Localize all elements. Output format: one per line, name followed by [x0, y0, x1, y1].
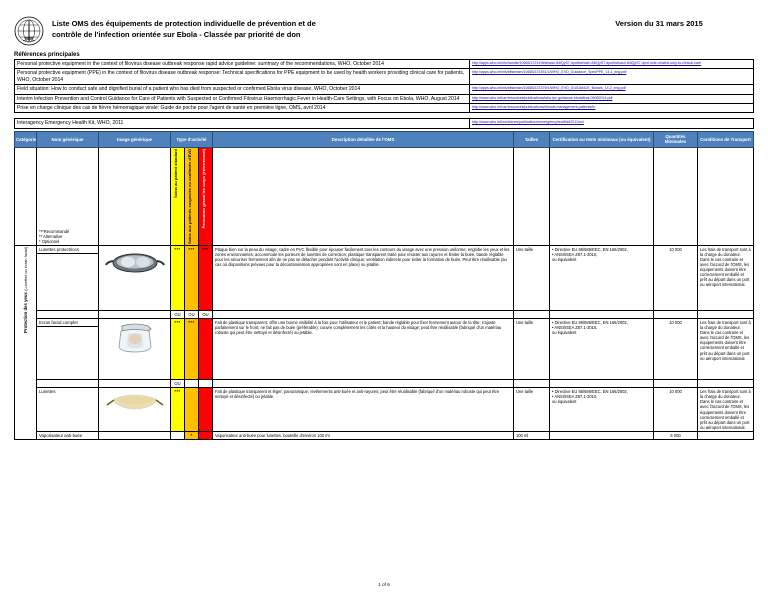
product-transport: Les frais de transport sont à la charge du donateur. Dans le cas contraire et avec l'accord de l'OMS, les équipements doivent être correctement emballé et prêt au départ dans un port ou aéroport international.	[698, 388, 754, 432]
activity-mark-evd: ***	[185, 319, 199, 380]
legend-cell	[37, 147, 99, 245]
product-quantity: 10 000	[654, 319, 698, 380]
cert-line: ou équivalent	[552, 257, 577, 263]
reference-url[interactable]: http://apps.who.int/iris/bitstream/10665/137451/1/WHO_EVD_Guidance_SpecPPE_14.1_eng.pdf	[472, 70, 627, 75]
activity-subheader-row	[15, 147, 754, 245]
document-header	[14, 16, 754, 46]
reference-url[interactable]: http://apps.who.int/iris/bitstream/10665/137379/1/WHO_EVD_GUIDANCE_Burials_14.2_eng.pdf	[472, 86, 626, 91]
reference-link-cell[interactable]	[470, 119, 754, 128]
activity-mark-burial	[199, 319, 213, 380]
legend-empty-transport	[698, 147, 754, 245]
references-table	[14, 59, 754, 129]
legend-line-1: ***Recommandé	[39, 228, 70, 234]
ou-blank-qte	[654, 310, 698, 318]
legend-empty-cat	[15, 147, 37, 245]
ou-blank-burial	[199, 380, 213, 388]
reference-url[interactable]: http://www.who.int/csr/resources/publications/clinical-management-patients/fr/	[472, 105, 596, 110]
category-sublabel: (Lunettes ou écran facial)	[22, 246, 28, 291]
reference-row	[15, 119, 754, 128]
product-quantity: 10 000	[654, 388, 698, 432]
legend-empty-qte	[654, 147, 698, 245]
reference-row	[15, 104, 754, 113]
ou-label-evd: OU	[185, 310, 199, 318]
title-line-2: contrôle de l'infection orientée sur Ebola - Classée par priorité de don	[52, 30, 301, 39]
cert-line: • ANSI/ISEA Z87.1-2010,	[552, 251, 598, 257]
col-header-type-activite: Type d'activité	[171, 131, 213, 147]
ou-label-standard: OU	[171, 380, 185, 388]
reference-row	[15, 69, 754, 85]
version-label: Version du 31 mars 2015	[615, 19, 703, 28]
goggles-icon	[104, 247, 166, 277]
cert-line: ou équivalent	[552, 399, 577, 405]
product-name: Ecran facial complet	[37, 319, 99, 327]
product-certification	[550, 245, 654, 310]
activity-mark-evd: ***	[185, 245, 199, 310]
product-name: Lunettes	[37, 388, 99, 432]
product-quantity: 10 000	[654, 245, 698, 310]
product-description: Fait de plastique transparent; offre une bonne visibilité à la fois pour l'utilisateur et le patient; bande réglable pour fixer fermement autour de la tête; s'ajuste parfaitement sur le front; ne fait pas de buée (préférable); couvre complètement les côtés et la hauteur du visage; peut être réutilisable (fabriqué d'un matériau robuste qui peut être nettoyé et désinfecté) ou jetable.	[213, 319, 514, 380]
reference-text: Prise en charge clinique des cas de fièvre hémorragique virale: Guide de poche pour l'agent de santé en première ligne, OMS, avril 2014	[15, 104, 470, 113]
ou-label-burial: OU	[199, 310, 213, 318]
activity-col-evd-label: Soins aux patients suspectés ou confirmés d'EVD	[187, 148, 192, 244]
reference-link-cell[interactable]	[470, 60, 754, 69]
product-sizes: Une taille	[514, 388, 550, 432]
product-description: Fait de plastique transparent et léger; panoramique; revêtements anti-buée et anti-rayures; peut être réutilisable (fabriqué d'un matériau robuste qui peut être nettoyé et désinfecté) ou jetable.	[213, 388, 514, 432]
reference-row	[15, 85, 754, 94]
activity-mark-standard: ***	[171, 319, 185, 380]
product-transport	[698, 431, 754, 439]
reference-text: Field situation: How to conduct safe and dignified burial of a patient who has died from suspected or confirmed Ebola virus disease, WHO, October 2014	[15, 85, 470, 94]
col-header-transport: Conditions de Transport	[698, 131, 754, 147]
ou-blank-cert	[550, 380, 654, 388]
legend-empty-cert	[550, 147, 654, 245]
product-name: Lunettes protectrices	[37, 245, 99, 253]
table-row	[15, 319, 754, 327]
ppe-table	[14, 131, 754, 440]
ou-blank-taille	[514, 380, 550, 388]
ou-label-standard: OU	[171, 310, 185, 318]
ou-blank-transport	[698, 310, 754, 318]
page-number: 1 of 6	[378, 582, 390, 587]
activity-mark-standard: ***	[171, 388, 185, 432]
product-name-spacer	[37, 253, 99, 310]
legend-line-2: ** Alternative	[39, 233, 63, 239]
legend-line-3: * Optionnel	[39, 238, 60, 244]
activity-col-evd	[185, 147, 199, 245]
reference-link-cell[interactable]	[470, 104, 754, 113]
cert-line: • Directive EU 86/686/EEC, EN 166/2002,	[552, 389, 628, 395]
product-transport: Les frais de transport sont à la charge du donateur. Dans le cas contraire et avec l'accord de l'OMS, les équipements doivent être correctement emballé et prêt au départ dans un port ou aéroport international.	[698, 319, 754, 380]
product-sizes: 100 ml	[514, 431, 550, 439]
product-certification	[550, 319, 654, 380]
legend-empty-desc	[213, 147, 514, 245]
title-line-1: Liste OMS des équipements de protection individuelle de prévention et de	[52, 19, 316, 28]
table-row	[15, 388, 754, 432]
col-header-description: Description détaillée de l'OMS	[213, 131, 514, 147]
table-row	[15, 431, 754, 439]
who-logo-icon	[14, 16, 44, 46]
product-image-antifog	[99, 431, 171, 439]
cert-line: • Directive EU 86/686/EEC, EN 166/2002,	[552, 320, 628, 326]
reference-link-cell[interactable]	[470, 94, 754, 103]
reference-row	[15, 60, 754, 69]
reference-link-cell[interactable]	[470, 69, 754, 85]
table-row	[15, 245, 754, 253]
cert-line: • Directive EU 86/686/EEC, EN 166/2002,	[552, 246, 628, 252]
activity-mark-evd	[185, 388, 199, 432]
activity-mark-burial: ***	[199, 245, 213, 310]
activity-mark-burial	[199, 431, 213, 439]
product-transport: Les frais de transport sont à la charge du donateur. Dans le cas contraire et avec l'accord de l'OMS, les équipements doivent être correctement emballé et prêt au départ dans un port ou aéroport international.	[698, 245, 754, 310]
ou-blank-cert	[550, 310, 654, 318]
activity-col-burial-label: Personnes gérant les corps (enterrement)	[201, 148, 206, 229]
safety-spectacles-icon	[104, 389, 166, 415]
ou-blank-desc	[213, 310, 514, 318]
face-shield-icon	[104, 320, 166, 354]
activity-col-standard	[171, 147, 185, 245]
reference-text: Interim Infection Prevention and Control Guidance for Care of Patients with Suspected or Confirmed Filovirus Haemorrhagic Fever in Health-Care Settings, with Focus on Ebola, WHO, August 2014	[15, 94, 470, 103]
cert-line: • ANSI/ISEA Z87.1-2010,	[552, 325, 598, 331]
activity-mark-standard	[171, 431, 185, 439]
activity-col-standard-label: Soins au patient standard	[173, 148, 178, 198]
ou-blank-taille	[514, 310, 550, 318]
ou-blank-qte	[654, 380, 698, 388]
product-sizes: Une taille	[514, 245, 550, 310]
ou-blank-img	[99, 310, 171, 318]
ou-blank-nom	[37, 310, 99, 318]
legend-empty-image	[99, 147, 171, 245]
activity-col-burial	[199, 147, 213, 245]
product-quantity: 5 000	[654, 431, 698, 439]
cert-line: • ANSI/ISEA Z87.1-2010,	[552, 394, 598, 400]
reference-url[interactable]: http://www.who.int/csr/resources/publications/who-ipc-guidance-ebolafinal-09082014.pdf	[472, 95, 613, 100]
category-cell-eye-protection	[15, 245, 37, 439]
ou-blank-evd	[185, 380, 199, 388]
product-image-goggles	[99, 245, 171, 310]
reference-text: Personal protective equipment in the context of filovirus disease outbreak response rapid advice guideline: summary of the recommendations, WHO, October 2014	[15, 60, 470, 69]
col-header-image: Image générique	[99, 131, 171, 147]
reference-link-cell[interactable]	[470, 85, 754, 94]
product-sizes: Une taille	[514, 319, 550, 380]
ou-blank-desc	[213, 380, 514, 388]
col-header-certification: Certification ou tests minimaux (ou équivalent)	[550, 131, 654, 147]
product-certification	[550, 431, 654, 439]
reference-url[interactable]: http://www.who.int/medicines/publications/emergencyhealthkit2011/en/	[472, 120, 585, 125]
product-name-spacer	[37, 327, 99, 380]
product-description: Plaque bien sur la peau du visage; cadre en PVC flexible pour épouser facilement tous les contours du visage avec une pression uniforme; englobe les yeux et les zones environnantes; accommode les porteurs de lunettes de correction; plastique transparent traité pour résister aux rayures et limiter la buée, bande réglable pour les sécuriser fermement afin de ne pas se détacher pendant l'activité clinique; ventilation indirecte pour éviter la formation de buée, Peut être réutilisable (au cas où dispositions prévues pour la décontamination appropriées sont en place) ou jetable.	[213, 245, 514, 310]
ou-separator-row	[15, 380, 754, 388]
category-label: Protection des yeux	[22, 291, 28, 333]
col-header-quantites: Quantités Minimales	[654, 131, 698, 147]
legend-empty-taille	[514, 147, 550, 245]
product-image-face-shield	[99, 319, 171, 380]
ou-blank-img	[99, 380, 171, 388]
activity-mark-standard: ***	[171, 245, 185, 310]
reference-text: Personal protective equipment (PPE) in the context of filovirus disease outbreak response: Technical specifications for PPE equipment to be used by health workers providing clinical care for patients, WHO, October 2014	[15, 69, 470, 85]
cert-line: ou équivalent	[552, 330, 577, 336]
page-title	[52, 16, 556, 40]
product-description: Vaporisateur anti-buée pour lunettes, bouteille d'environ 100 ml	[213, 431, 514, 439]
activity-mark-evd: *	[185, 431, 199, 439]
reference-text: Interagency Emergency Health Kit, WHO, 2011	[15, 119, 470, 128]
ou-blank-nom	[37, 380, 99, 388]
product-certification	[550, 388, 654, 432]
table-header-row	[15, 131, 754, 147]
ou-separator-row	[15, 310, 754, 318]
references-title: Références principales	[14, 52, 80, 58]
reference-row	[15, 94, 754, 103]
col-header-nom: Nom générique	[37, 131, 99, 147]
col-header-categorie: Catégorie	[15, 131, 37, 147]
col-header-tailles: Tailles	[514, 131, 550, 147]
product-name: Vaporisateur anti-buée	[37, 431, 99, 439]
reference-url[interactable]: http://apps.who.int/iris/handle/10665/137419#sthash.84lQyS7.dpuf#sthash.84lQyS7.dpuf#sthash.84lQyS7.dpuf-note-related-only-to-clinical-care	[472, 61, 702, 65]
activity-mark-burial	[199, 388, 213, 432]
ou-blank-transport	[698, 380, 754, 388]
product-image-spectacles	[99, 388, 171, 432]
